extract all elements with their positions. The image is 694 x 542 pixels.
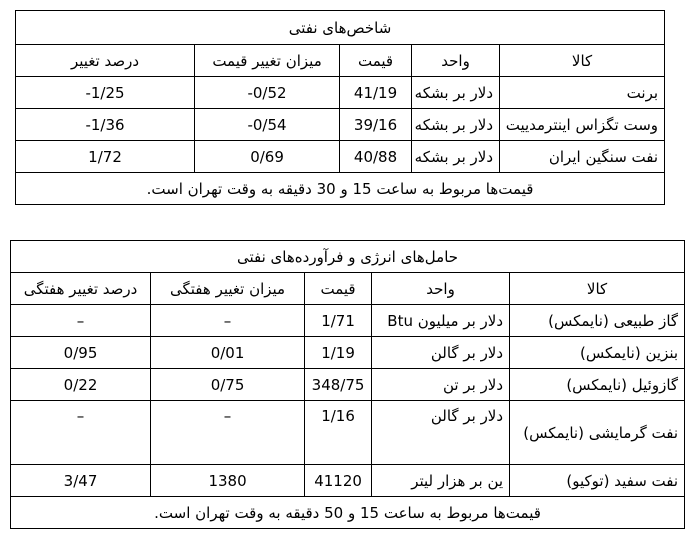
cell-commodity: نفت گرمایشی (نایمکس) [510, 401, 685, 465]
cell-change: 0/52- [195, 77, 340, 109]
cell-commodity: نفت سنگین ایران [500, 141, 665, 173]
cell-change-pct: 3/47 [11, 465, 151, 497]
cell-unit: دلار بر گالن [372, 401, 510, 465]
cell-change: 0/69 [195, 141, 340, 173]
header-price: قیمت [305, 273, 372, 305]
header-change: میزان تغییر هفتگی [151, 273, 305, 305]
cell-change: – [151, 401, 305, 465]
cell-commodity: گاز طبیعی (نایمکس) [510, 305, 685, 337]
cell-commodity: برنت [500, 77, 665, 109]
header-unit: واحد [412, 45, 500, 77]
header-unit: واحد [372, 273, 510, 305]
cell-change-pct: – [11, 305, 151, 337]
cell-commodity: گازوئیل (نایمکس) [510, 369, 685, 401]
cell-price: 348/75 [305, 369, 372, 401]
cell-price: 41/19 [340, 77, 412, 109]
header-change-pct: درصد تغییر [16, 45, 195, 77]
cell-change-pct: 1/72 [16, 141, 195, 173]
table-row [11, 305, 685, 337]
cell-unit: دلار بر بشکه [412, 141, 500, 173]
table-row [16, 77, 665, 109]
cell-commodity: بنزین (نایمکس) [510, 337, 685, 369]
header-commodity: کالا [510, 273, 685, 305]
cell-unit: دلار بر بشکه [412, 109, 500, 141]
cell-price: 39/16 [340, 109, 412, 141]
table-footnote: قیمت‌ها مربوط به ساعت 15 و 50 دقیقه به وقت تهران است. [11, 497, 685, 529]
cell-price: 1/71 [305, 305, 372, 337]
table-row [11, 401, 685, 465]
cell-change: – [151, 305, 305, 337]
cell-change-pct: – [11, 401, 151, 465]
cell-unit: ین بر هزار لیتر [372, 465, 510, 497]
table-title: شاخص‌های نفتی [16, 11, 665, 45]
cell-change-pct: 1/36- [16, 109, 195, 141]
cell-change: 0/54- [195, 109, 340, 141]
table-row [11, 369, 685, 401]
oil-indices-table [15, 10, 665, 205]
cell-price: 1/16 [305, 401, 372, 465]
cell-change-pct: 1/25- [16, 77, 195, 109]
header-price: قیمت [340, 45, 412, 77]
table-row [16, 109, 665, 141]
cell-commodity: نفت سفید (توکیو) [510, 465, 685, 497]
cell-price: 40/88 [340, 141, 412, 173]
table-footnote: قیمت‌ها مربوط به ساعت 15 و 30 دقیقه به وقت تهران است. [16, 173, 665, 205]
cell-price: 1/19 [305, 337, 372, 369]
table-row [16, 141, 665, 173]
cell-change: 0/01 [151, 337, 305, 369]
cell-change-pct: 0/22 [11, 369, 151, 401]
cell-price: 41120 [305, 465, 372, 497]
table-row [11, 337, 685, 369]
header-change-pct: درصد تغییر هفتگی [11, 273, 151, 305]
cell-commodity: وست تگزاس اینترمدییت [500, 109, 665, 141]
cell-unit: دلار بر میلیون Btu [372, 305, 510, 337]
cell-unit: دلار بر بشکه [412, 77, 500, 109]
header-change: میزان تغییر قیمت [195, 45, 340, 77]
table-title: حامل‌های انرژی و فرآورده‌های نفتی [11, 241, 685, 273]
table-row [11, 465, 685, 497]
energy-products-table [10, 240, 685, 529]
header-commodity: کالا [500, 45, 665, 77]
cell-change-pct: 0/95 [11, 337, 151, 369]
cell-unit: دلار بر گالن [372, 337, 510, 369]
cell-change: 0/75 [151, 369, 305, 401]
cell-unit: دلار بر تن [372, 369, 510, 401]
cell-change: 1380 [151, 465, 305, 497]
